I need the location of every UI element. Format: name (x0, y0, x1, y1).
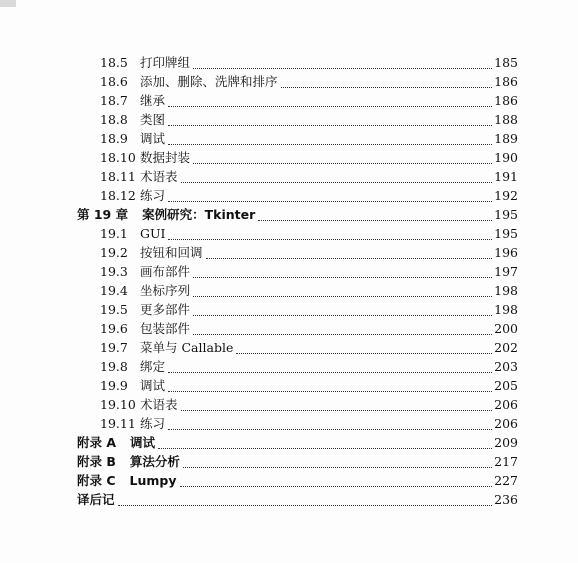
dot-leader (181, 409, 493, 411)
dot-leader (168, 428, 492, 430)
page-number: 227 (494, 473, 518, 488)
dot-leader (168, 124, 492, 126)
appendix-label: 附录 B (77, 454, 116, 469)
page-number: 206 (494, 397, 518, 412)
dot-leader (193, 162, 492, 164)
toc-entry-19-3[interactable] (100, 262, 518, 281)
page-number: 200 (494, 321, 518, 336)
page-number: 195 (494, 207, 518, 222)
dot-leader (193, 67, 492, 69)
dot-leader (193, 295, 492, 297)
dot-leader (258, 219, 492, 221)
toc-entry-18-10[interactable] (100, 148, 518, 167)
section-number: 19.2 (100, 245, 128, 260)
page-number: 195 (494, 226, 518, 241)
entry-title: 包装部件 (140, 321, 191, 336)
section-number: 19.5 (100, 302, 128, 317)
entry-title: 继承 (140, 93, 166, 108)
toc-entry-19-6[interactable] (100, 319, 518, 338)
entry-title: 译后记 (77, 492, 115, 507)
entry-title: 术语表 (140, 169, 178, 184)
dot-leader (118, 504, 493, 506)
dot-leader (168, 371, 492, 373)
section-number: 18.9 (100, 131, 128, 146)
entry-title: 练习 (140, 416, 166, 431)
entry-title: 调试 (140, 131, 166, 146)
dot-leader (181, 181, 493, 183)
entry-title: 练习 (140, 188, 166, 203)
chapter-number: 第 19 章 (77, 207, 129, 222)
section-number: 18.5 (100, 55, 128, 70)
page-number: 198 (494, 302, 518, 317)
entry-title: 调试 (140, 378, 166, 393)
toc-entry-18-5[interactable] (100, 53, 518, 72)
toc-entry-19-7[interactable] (100, 338, 518, 357)
page-number: 189 (494, 131, 518, 146)
section-number: 19.9 (100, 378, 128, 393)
toc-entry-18-9[interactable] (100, 129, 518, 148)
appendix-label: 附录 A (77, 435, 117, 450)
page-number: 197 (494, 264, 518, 279)
page-number: 217 (494, 454, 518, 469)
page-number: 186 (494, 74, 518, 89)
dot-leader (281, 86, 493, 88)
page-number: 202 (494, 340, 518, 355)
toc-entry-19-1[interactable] (100, 224, 518, 243)
dot-leader (206, 257, 493, 259)
dot-leader (168, 143, 492, 145)
toc-entry-19-11[interactable] (100, 414, 518, 433)
section-number: 18.12 (100, 188, 136, 203)
toc-entry-appendix-a[interactable] (77, 433, 518, 452)
page-number: 205 (494, 378, 518, 393)
entry-title: 坐标序列 (140, 283, 191, 298)
dot-leader (193, 276, 492, 278)
toc-entry-19-9[interactable] (100, 376, 518, 395)
page-number: 186 (494, 93, 518, 108)
page-number: 236 (494, 492, 518, 507)
entry-title: GUI (140, 226, 166, 241)
page-number: 206 (494, 416, 518, 431)
toc-entry-18-6[interactable] (100, 72, 518, 91)
page-number: 198 (494, 283, 518, 298)
section-number: 19.10 (100, 397, 136, 412)
entry-title: 类图 (140, 112, 166, 127)
toc-entry-18-8[interactable] (100, 110, 518, 129)
dot-leader (193, 314, 492, 316)
entry-title: 绑定 (140, 359, 166, 374)
entry-title: 添加、删除、洗牌和排序 (140, 74, 278, 89)
toc-entry-19-5[interactable] (100, 300, 518, 319)
section-number: 19.4 (100, 283, 128, 298)
dot-leader (183, 466, 492, 468)
toc-entry-18-11[interactable] (100, 167, 518, 186)
dot-leader (168, 390, 492, 392)
section-number: 19.11 (100, 416, 136, 431)
section-number: 19.8 (100, 359, 128, 374)
dot-leader (236, 352, 492, 354)
toc-entry-18-12[interactable] (100, 186, 518, 205)
page-number: 188 (494, 112, 518, 127)
entry-title: 术语表 (140, 397, 178, 412)
toc-entry-appendix-c[interactable] (77, 471, 518, 490)
page-number: 196 (494, 245, 518, 260)
dot-leader (168, 105, 492, 107)
page-number: 185 (494, 55, 518, 70)
entry-title: 算法分析 (129, 454, 180, 469)
toc-entry-18-7[interactable] (100, 91, 518, 110)
toc-entry-19-8[interactable] (100, 357, 518, 376)
page-number: 192 (494, 188, 518, 203)
section-number: 18.8 (100, 112, 128, 127)
section-number: 19.3 (100, 264, 128, 279)
entry-title: 菜单与 Callable (140, 340, 234, 355)
dot-leader (158, 447, 492, 449)
toc-entry-chapter-19[interactable] (77, 205, 518, 224)
page-number: 209 (494, 435, 518, 450)
section-number: 19.7 (100, 340, 128, 355)
toc-entry-19-10[interactable] (100, 395, 518, 414)
section-number: 18.7 (100, 93, 128, 108)
toc-entry-19-2[interactable] (100, 243, 518, 262)
entry-title: 画布部件 (140, 264, 191, 279)
entry-title: 案例研究：Tkinter (142, 207, 256, 222)
appendix-label: 附录 C (77, 473, 116, 488)
section-number: 18.6 (100, 74, 128, 89)
section-number: 18.11 (100, 169, 136, 184)
toc-entry-appendix-b[interactable] (77, 452, 518, 471)
entry-title: 数据封装 (140, 150, 191, 165)
dot-leader (168, 200, 492, 202)
page-number: 191 (494, 169, 518, 184)
dot-leader (180, 485, 493, 487)
section-number: 19.1 (100, 226, 128, 241)
page-number: 190 (494, 150, 518, 165)
entry-title: 更多部件 (140, 302, 191, 317)
section-number: 18.10 (100, 150, 136, 165)
toc-entry-postscript[interactable] (77, 490, 518, 509)
entry-title: Lumpy (129, 473, 177, 488)
entry-title: 打印牌组 (140, 55, 191, 70)
entry-title: 按钮和回调 (140, 245, 203, 260)
page-number: 203 (494, 359, 518, 374)
entry-title: 调试 (130, 435, 156, 450)
dot-leader (193, 333, 492, 335)
section-number: 19.6 (100, 321, 128, 336)
dot-leader (168, 238, 492, 240)
toc-entry-19-4[interactable] (100, 281, 518, 300)
